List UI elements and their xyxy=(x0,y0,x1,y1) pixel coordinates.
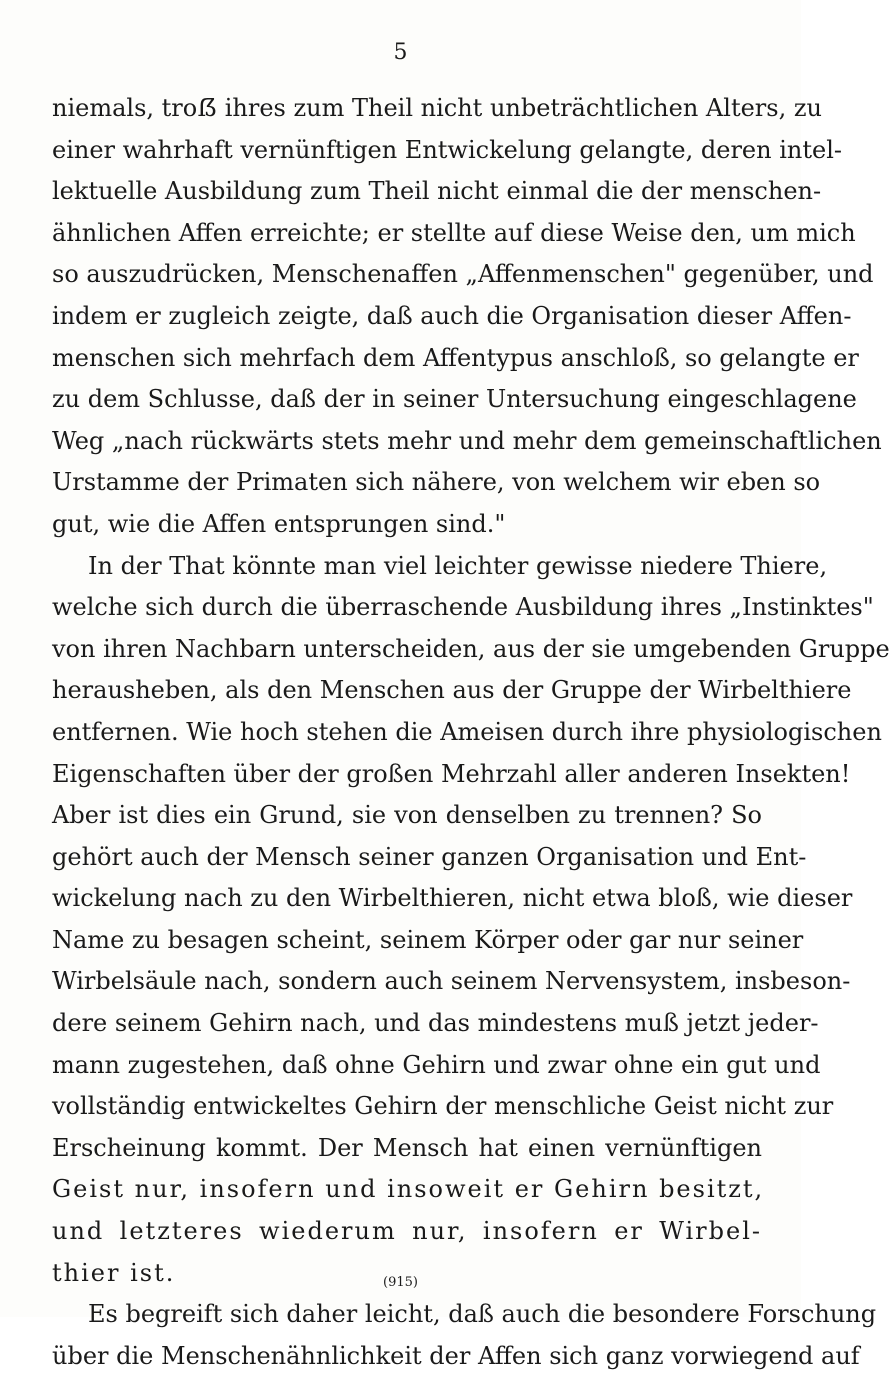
text-line: wickelung nach zu den Wirbelthieren, nicht etwa bloß, wie dieser xyxy=(52,884,853,913)
text-line: Erscheinung kommt. Der Mensch hat einen vernünftigen xyxy=(52,1133,762,1162)
text-line: einer wahrhaft vernünftigen Entwickelung gelangte, deren intel- xyxy=(52,135,842,164)
text-line: Weg „nach rückwärts stets mehr und mehr dem gemeinschaftlichen xyxy=(52,426,882,455)
text-line: gehört auch der Mensch seiner ganzen Organisation und Ent- xyxy=(52,842,807,871)
text-line: dere seinem Gehirn nach, und das mindestens muß jetzt jeder- xyxy=(52,1009,819,1038)
text-line: zu dem Schlusse, daß der in seiner Untersuchung eingeschlagene xyxy=(52,385,857,414)
text-line: welche sich durch die überraschende Ausbildung ihres „Instinktes" xyxy=(52,593,874,622)
emphasized-text-line: thier ist. xyxy=(52,1258,176,1287)
text-line: entfernen. Wie hoch stehen die Ameisen durch ihre physiologischen xyxy=(52,717,882,746)
text-line: Name zu besagen scheint, seinem Körper oder gar nur seiner xyxy=(52,925,804,954)
text-line: vollständig entwickeltes Gehirn der menschliche Geist nicht zur xyxy=(52,1092,834,1121)
text-line: von ihren Nachbarn unterscheiden, aus der sie umgebenden Gruppe xyxy=(52,634,890,663)
text-line: mann zugestehen, daß ohne Gehirn und zwar ohne ein gut und xyxy=(52,1050,821,1079)
text-line: herausheben, als den Menschen aus der Gruppe der Wirbelthiere xyxy=(52,676,852,705)
text-line: Eigenschaften über der großen Mehrzahl aller anderen Insekten! xyxy=(52,759,851,788)
text-line: indem er zugleich zeigte, daß auch die Organisation dieser Affen- xyxy=(52,301,852,330)
paragraph-start-line: In der That könnte man viel leichter gewisse niedere Thiere, xyxy=(88,551,828,580)
text-line: Urstamme der Primaten sich nähere, von welchem wir eben so xyxy=(52,468,821,497)
text-line: lektuelle Ausbildung zum Theil nicht einmal die der menschen- xyxy=(52,177,822,206)
page-number: 5 xyxy=(393,40,408,65)
signature-mark: (915) xyxy=(383,1275,418,1290)
body-text xyxy=(52,88,890,1377)
paragraph-start-line: Es begreift sich daher leicht, daß auch die besondere Forschung xyxy=(88,1300,877,1329)
text-line: gut, wie die Affen entsprungen sind." xyxy=(52,509,506,538)
text-line: Aber ist dies ein Grund, sie von denselben zu trennen? So xyxy=(52,801,762,830)
emphasized-text-line: Geist nur, insofern und insoweit er Gehirn besitzt, xyxy=(52,1175,765,1204)
text-line: so auszudrücken, Menschenaffen „Affenmenschen" gegenüber, und xyxy=(52,260,874,289)
text-line: ähnlichen Affen erreichte; er stellte auf diese Weise den, um mich xyxy=(52,218,856,247)
text-line: menschen sich mehrfach dem Affentypus anschloß, so gelangte er xyxy=(52,343,859,372)
text-line: Wirbelsäule nach, sondern auch seinem Nervensystem, insbeson- xyxy=(52,967,851,996)
text-line: über die Menschenähnlichkeit der Affen sich ganz vorwiegend auf xyxy=(52,1341,860,1370)
emphasized-text-line: und letzteres wiederum nur, insofern er Wirbel- xyxy=(52,1217,762,1246)
text-line: niemals, troẞ ihres zum Theil nicht unbeträchtlichen Alters, zu xyxy=(52,94,822,122)
